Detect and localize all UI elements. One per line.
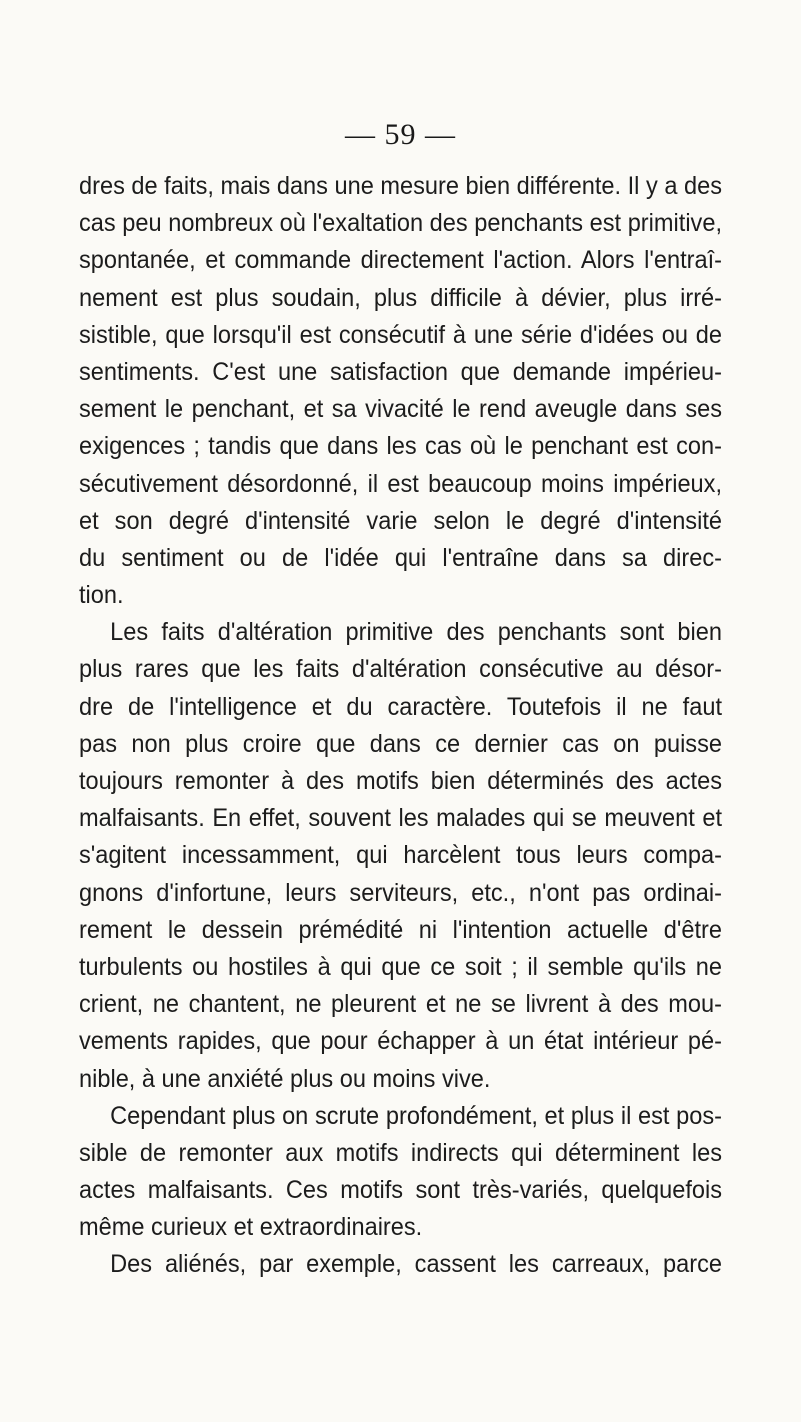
text-line: Cependant plus on scrute profondément, et plus il est pos- xyxy=(110,1101,722,1130)
text-line: sentiments. C'est une satisfaction que demande impérieu- xyxy=(79,357,722,386)
text-line: plus rares que les faits d'altération consécutive au désor- xyxy=(79,655,722,684)
text-line: dres de faits, mais dans une mesure bien différente. Il y a des xyxy=(79,172,722,200)
text-line: vements rapides, que pour échapper à un état intérieur pé- xyxy=(79,1027,722,1056)
text-line: et son degré d'intensité varie selon le degré d'intensité xyxy=(79,506,722,535)
text-line: Des aliénés, par exemple, cassent les carreaux, parce xyxy=(110,1250,722,1279)
text-line: même curieux et extraordinaires. xyxy=(79,1213,423,1242)
text-line: tion. xyxy=(79,581,124,610)
text-line: cas peu nombreux où l'exaltation des penchants est primitive, xyxy=(79,209,722,238)
body-text xyxy=(79,168,722,1284)
text-line: spontanée, et commande directement l'action. Alors l'entraî- xyxy=(79,246,722,275)
text-line: gnons d'infortune, leurs serviteurs, etc., n'ont pas ordinai- xyxy=(79,878,722,907)
text-line: s'agitent incessamment, qui harcèlent tous leurs compa- xyxy=(79,841,722,870)
text-line: toujours remonter à des motifs bien déterminés des actes xyxy=(79,767,722,795)
text-line: exigences ; tandis que dans les cas où le penchant est con- xyxy=(79,432,722,461)
text-line: sible de remonter aux motifs indirects qui déterminent les xyxy=(79,1138,722,1167)
text-line: pas non plus croire que dans ce dernier cas on puisse xyxy=(79,729,722,758)
text-line: du sentiment ou de l'idée qui l'entraîne dans sa direc- xyxy=(79,543,722,572)
text-line: sement le penchant, et sa vivacité le rend aveugle dans ses xyxy=(79,395,722,424)
text-line: Les faits d'altération primitive des penchants sont bien xyxy=(110,618,722,647)
text-line: dre de l'intelligence et du caractère. Toutefois il ne faut xyxy=(79,692,722,721)
text-line: crient, ne chantent, ne pleurent et ne se livrent à des mou- xyxy=(79,990,722,1019)
text-line: malfaisants. En effet, souvent les malades qui se meuvent et xyxy=(79,804,722,833)
page-number: — 59 — xyxy=(345,118,456,151)
text-line: nement est plus soudain, plus difficile à dévier, plus irré- xyxy=(79,283,722,312)
text-line: nible, à une anxiété plus ou moins vive. xyxy=(79,1064,491,1093)
text-line: sistible, que lorsqu'il est consécutif à une série d'idées ou de xyxy=(79,320,722,349)
text-line: rement le dessein prémédité ni l'intention actuelle d'être xyxy=(79,915,722,944)
text-line: turbulents ou hostiles à qui que ce soit ; il semble qu'ils ne xyxy=(79,952,722,981)
text-line: actes malfaisants. Ces motifs sont très-variés, quelquefois xyxy=(79,1176,722,1205)
text-line: sécutivement désordonné, il est beaucoup moins impérieux, xyxy=(79,469,722,498)
